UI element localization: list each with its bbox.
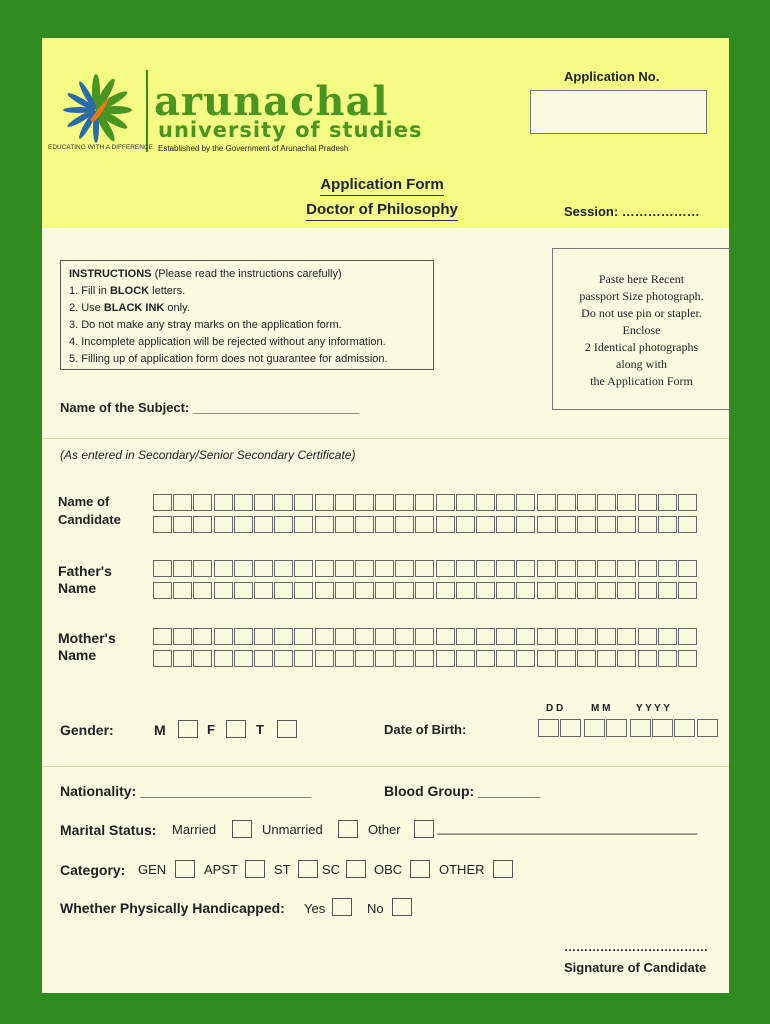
letter-box[interactable] [638,494,657,511]
gender-label: Gender: [60,722,114,738]
letter-box[interactable] [496,650,515,667]
letter-box[interactable] [658,582,677,599]
letter-box[interactable] [254,494,273,511]
letter-box[interactable] [617,628,636,645]
unmarried-checkbox[interactable] [338,820,358,838]
letter-box[interactable] [638,582,657,599]
letter-box[interactable] [436,516,455,533]
category-obc-checkbox[interactable] [410,860,430,878]
letter-box[interactable] [294,516,313,533]
instructions-box [60,260,434,370]
letter-box[interactable] [476,650,495,667]
photo-note: the Application Form [590,374,693,388]
letter-box[interactable] [678,516,697,533]
letter-box[interactable] [415,560,434,577]
letter-box[interactable] [456,628,475,645]
letter-box[interactable] [193,494,212,511]
letter-box[interactable] [274,494,293,511]
certificate-note: (As entered in Secondary/Senior Secondary Certificate) [60,448,356,462]
letter-box[interactable] [496,582,515,599]
letter-box[interactable] [355,494,374,511]
handicap-no-label: No [367,901,384,916]
letter-box[interactable] [577,516,596,533]
session-field[interactable]: Session: ……………… [564,204,700,219]
letter-box[interactable] [638,560,657,577]
letter-box[interactable] [577,494,596,511]
letter-box[interactable] [436,494,455,511]
letter-box[interactable] [234,516,253,533]
category-apst-label: APST [204,862,238,877]
instruction-item: 2. Use BLACK INK only. [69,302,190,314]
category-other-checkbox[interactable] [493,860,513,878]
letter-box[interactable] [658,560,677,577]
university-subtitle: university of studies [158,118,423,142]
dob-year-boxes[interactable] [630,719,719,737]
letter-box[interactable] [315,582,334,599]
letter-box[interactable] [335,582,354,599]
gender-m-label: M [154,722,166,738]
established-note: Established by the Government of Arunachal Pradesh [158,144,349,153]
letter-box[interactable] [355,516,374,533]
marital-status-label: Marital Status: [60,822,157,838]
photo-box[interactable] [552,248,730,410]
university-logo-icon [56,74,136,146]
letter-box[interactable] [153,516,172,533]
letter-box[interactable] [193,582,212,599]
gender-t-checkbox[interactable] [277,720,297,738]
letter-box[interactable] [375,494,394,511]
letter-box[interactable] [415,516,434,533]
instruction-item: 3. Do not make any stray marks on the application form. [69,319,342,331]
gender-f-label: F [207,722,215,737]
letter-box[interactable] [436,628,455,645]
dob-day-boxes[interactable] [538,719,582,737]
letter-box[interactable] [678,494,697,511]
letter-box[interactable] [658,516,677,533]
letter-box[interactable] [395,582,414,599]
letter-box[interactable] [617,494,636,511]
letter-box[interactable] [214,628,233,645]
signature-line[interactable]: ……………………………… [564,940,708,954]
photo-note: Paste here Recent [598,272,685,286]
dob-mm-hint: M M [591,703,611,714]
letter-box[interactable] [315,516,334,533]
letter-box[interactable] [254,560,273,577]
letter-box[interactable] [395,494,414,511]
father-name-boxes-row1[interactable] [153,560,698,577]
subject-field[interactable]: Name of the Subject: _______________________ [60,400,360,415]
letter-box[interactable] [617,582,636,599]
letter-box[interactable] [537,516,556,533]
letter-box[interactable] [173,560,192,577]
letter-box[interactable] [557,650,576,667]
candidate-name-label: Name of Candidate [58,494,121,527]
married-label: Married [172,822,217,837]
letter-box[interactable] [516,650,535,667]
letter-box[interactable] [496,628,515,645]
other-marital-field[interactable]: ____________________________________ [437,820,698,835]
letter-box[interactable] [234,582,253,599]
letter-box[interactable] [537,628,556,645]
letter-box[interactable] [173,494,192,511]
letter-box[interactable] [638,650,657,667]
letter-box[interactable] [456,582,475,599]
letter-box[interactable] [678,582,697,599]
university-name: arunachal [154,78,389,125]
letter-box[interactable] [476,560,495,577]
candidate-name-boxes-row2[interactable] [153,516,698,533]
nationality-field[interactable]: Nationality: ______________________ [60,783,312,799]
letter-box[interactable] [375,628,394,645]
letter-box[interactable] [415,494,434,511]
instruction-item: 1. Fill in BLOCK letters. [69,285,186,297]
letter-box[interactable] [456,560,475,577]
letter-box[interactable] [496,560,515,577]
letter-box[interactable] [436,582,455,599]
letter-box[interactable] [658,650,677,667]
letter-box[interactable] [597,494,616,511]
letter-box[interactable] [395,560,414,577]
letter-box[interactable] [294,628,313,645]
letter-box[interactable] [597,650,616,667]
letter-box[interactable] [335,650,354,667]
letter-box[interactable] [395,516,414,533]
letter-box[interactable] [476,494,495,511]
letter-box[interactable] [274,582,293,599]
letter-box[interactable] [173,582,192,599]
letter-box[interactable] [315,650,334,667]
category-sc-checkbox[interactable] [346,860,366,878]
letter-box[interactable] [335,628,354,645]
letter-box[interactable] [214,582,233,599]
mother-name-boxes-row1[interactable] [153,628,698,645]
dob-dd-hint: D D [546,703,564,714]
letter-box[interactable] [294,582,313,599]
letter-box[interactable] [456,494,475,511]
father-name-label: Father's Name [58,563,112,596]
letter-box[interactable] [335,560,354,577]
letter-box[interactable] [395,628,414,645]
letter-box[interactable] [678,560,697,577]
letter-box[interactable] [516,494,535,511]
dob-label: Date of Birth: [384,722,467,737]
letter-box[interactable] [415,650,434,667]
letter-box[interactable] [294,494,313,511]
letter-box[interactable] [597,516,616,533]
letter-box[interactable] [214,650,233,667]
letter-box[interactable] [234,494,253,511]
form-title: Application Form [282,176,482,193]
letter-box[interactable] [315,628,334,645]
letter-box[interactable] [638,516,657,533]
handicap-no-checkbox[interactable] [392,898,412,916]
letter-box[interactable] [173,628,192,645]
letter-box[interactable] [335,494,354,511]
letter-box[interactable] [214,494,233,511]
handicap-yes-label: Yes [304,901,326,916]
letter-box[interactable] [516,582,535,599]
letter-box[interactable] [395,650,414,667]
letter-box[interactable] [537,650,556,667]
letter-box[interactable] [638,628,657,645]
dob-yyyy-hint: Y Y Y Y [636,703,670,714]
letter-box[interactable] [597,582,616,599]
letter-box[interactable] [415,628,434,645]
instructions-heading: INSTRUCTIONS (Please read the instructions carefully) [69,268,342,280]
category-sc-label: SC [322,862,341,877]
letter-box[interactable] [274,560,293,577]
letter-box[interactable] [274,628,293,645]
category-label: Category: [60,862,126,878]
instruction-item: 4. Incomplete application will be rejected without any information. [69,336,386,348]
photo-note: Do not use pin or stapler. [581,306,702,320]
letter-box[interactable] [355,650,374,667]
letter-box[interactable] [678,650,697,667]
letter-box[interactable] [436,560,455,577]
letter-box[interactable] [355,582,374,599]
letter-box[interactable] [577,560,596,577]
letter-box[interactable] [678,628,697,645]
letter-box[interactable] [577,628,596,645]
letter-box[interactable] [496,494,515,511]
letter-box[interactable] [557,628,576,645]
application-form-page [42,38,729,993]
gender-f-checkbox[interactable] [226,720,246,738]
letter-box[interactable] [214,560,233,577]
letter-box[interactable] [315,560,334,577]
letter-box[interactable] [415,582,434,599]
unmarried-label: Unmarried [262,822,323,837]
letter-box[interactable] [153,582,172,599]
letter-box[interactable] [597,560,616,577]
letter-box[interactable] [658,494,677,511]
photo-note: Enclose [622,323,661,337]
form-subtitle: Doctor of Philosophy [282,201,482,218]
candidate-name-boxes-row1[interactable] [153,494,698,511]
letter-box[interactable] [173,516,192,533]
form-header [42,38,729,228]
letter-box[interactable] [173,650,192,667]
letter-box[interactable] [617,516,636,533]
letter-box[interactable] [476,628,495,645]
handicap-label: Whether Physically Handicapped: [60,900,285,916]
letter-box[interactable] [476,582,495,599]
letter-box[interactable] [193,628,212,645]
letter-box[interactable] [577,650,596,667]
letter-box[interactable] [617,650,636,667]
letter-box[interactable] [557,516,576,533]
dob-month-boxes[interactable] [584,719,628,737]
handicap-yes-checkbox[interactable] [332,898,352,916]
letter-box[interactable] [375,650,394,667]
letter-box[interactable] [537,494,556,511]
blood-group-field[interactable]: Blood Group: ________ [384,783,541,799]
logo-divider [146,70,148,152]
letter-box[interactable] [557,582,576,599]
photo-note: 2 Identical photographs [584,340,699,354]
letter-box[interactable] [193,560,212,577]
letter-box[interactable] [234,650,253,667]
letter-box[interactable] [557,560,576,577]
letter-box[interactable] [214,516,233,533]
letter-box[interactable] [557,494,576,511]
letter-box[interactable] [153,650,172,667]
mother-name-boxes-row2[interactable] [153,650,698,667]
married-checkbox[interactable] [232,820,252,838]
category-apst-checkbox[interactable] [245,860,265,878]
letter-box[interactable] [537,560,556,577]
father-name-boxes-row2[interactable] [153,582,698,599]
letter-box[interactable] [254,650,273,667]
divider [42,438,729,439]
letter-box[interactable] [516,628,535,645]
letter-box[interactable] [375,582,394,599]
letter-box[interactable] [234,628,253,645]
letter-box[interactable] [537,582,556,599]
other-marital-checkbox[interactable] [414,820,434,838]
letter-box[interactable] [254,628,273,645]
photo-note: along with [616,357,667,371]
letter-box[interactable] [153,560,172,577]
category-st-checkbox[interactable] [298,860,318,878]
letter-box[interactable] [315,494,334,511]
letter-box[interactable] [335,516,354,533]
letter-box[interactable] [456,516,475,533]
letter-box[interactable] [193,516,212,533]
gender-t-label: T [256,722,264,737]
letter-box[interactable] [254,582,273,599]
letter-box[interactable] [597,628,616,645]
letter-box[interactable] [516,560,535,577]
application-no-label: Application No. [564,69,660,84]
letter-box[interactable] [355,628,374,645]
letter-box[interactable] [476,516,495,533]
category-st-label: ST [274,862,291,877]
category-obc-label: OBC [374,862,403,877]
letter-box[interactable] [294,560,313,577]
category-other-label: OTHER [439,862,485,877]
letter-box[interactable] [577,582,596,599]
university-tagline: EDUCATING WITH A DIFFERENCE [48,144,153,151]
letter-box[interactable] [355,560,374,577]
letter-box[interactable] [274,516,293,533]
letter-box[interactable] [274,650,293,667]
signature-label: Signature of Candidate [564,960,707,975]
category-gen-checkbox[interactable] [175,860,195,878]
letter-box[interactable] [294,650,313,667]
letter-box[interactable] [516,516,535,533]
letter-box[interactable] [153,628,172,645]
photo-note: passport Size photograph. [579,289,704,303]
letter-box[interactable] [254,516,273,533]
other-label: Other [368,822,401,837]
letter-box[interactable] [436,650,455,667]
mother-name-label: Mother's Name [58,630,116,663]
letter-box[interactable] [375,560,394,577]
letter-box[interactable] [234,560,253,577]
instruction-item: 5. Filling up of application form does not guarantee for admission. [69,353,388,365]
letter-box[interactable] [496,516,515,533]
letter-box[interactable] [375,516,394,533]
letter-box[interactable] [153,494,172,511]
letter-box[interactable] [658,628,677,645]
application-no-field[interactable] [530,90,707,134]
divider [42,766,729,767]
letter-box[interactable] [617,560,636,577]
letter-box[interactable] [456,650,475,667]
letter-box[interactable] [193,650,212,667]
gender-m-checkbox[interactable] [178,720,198,738]
category-gen-label: GEN [138,862,167,877]
